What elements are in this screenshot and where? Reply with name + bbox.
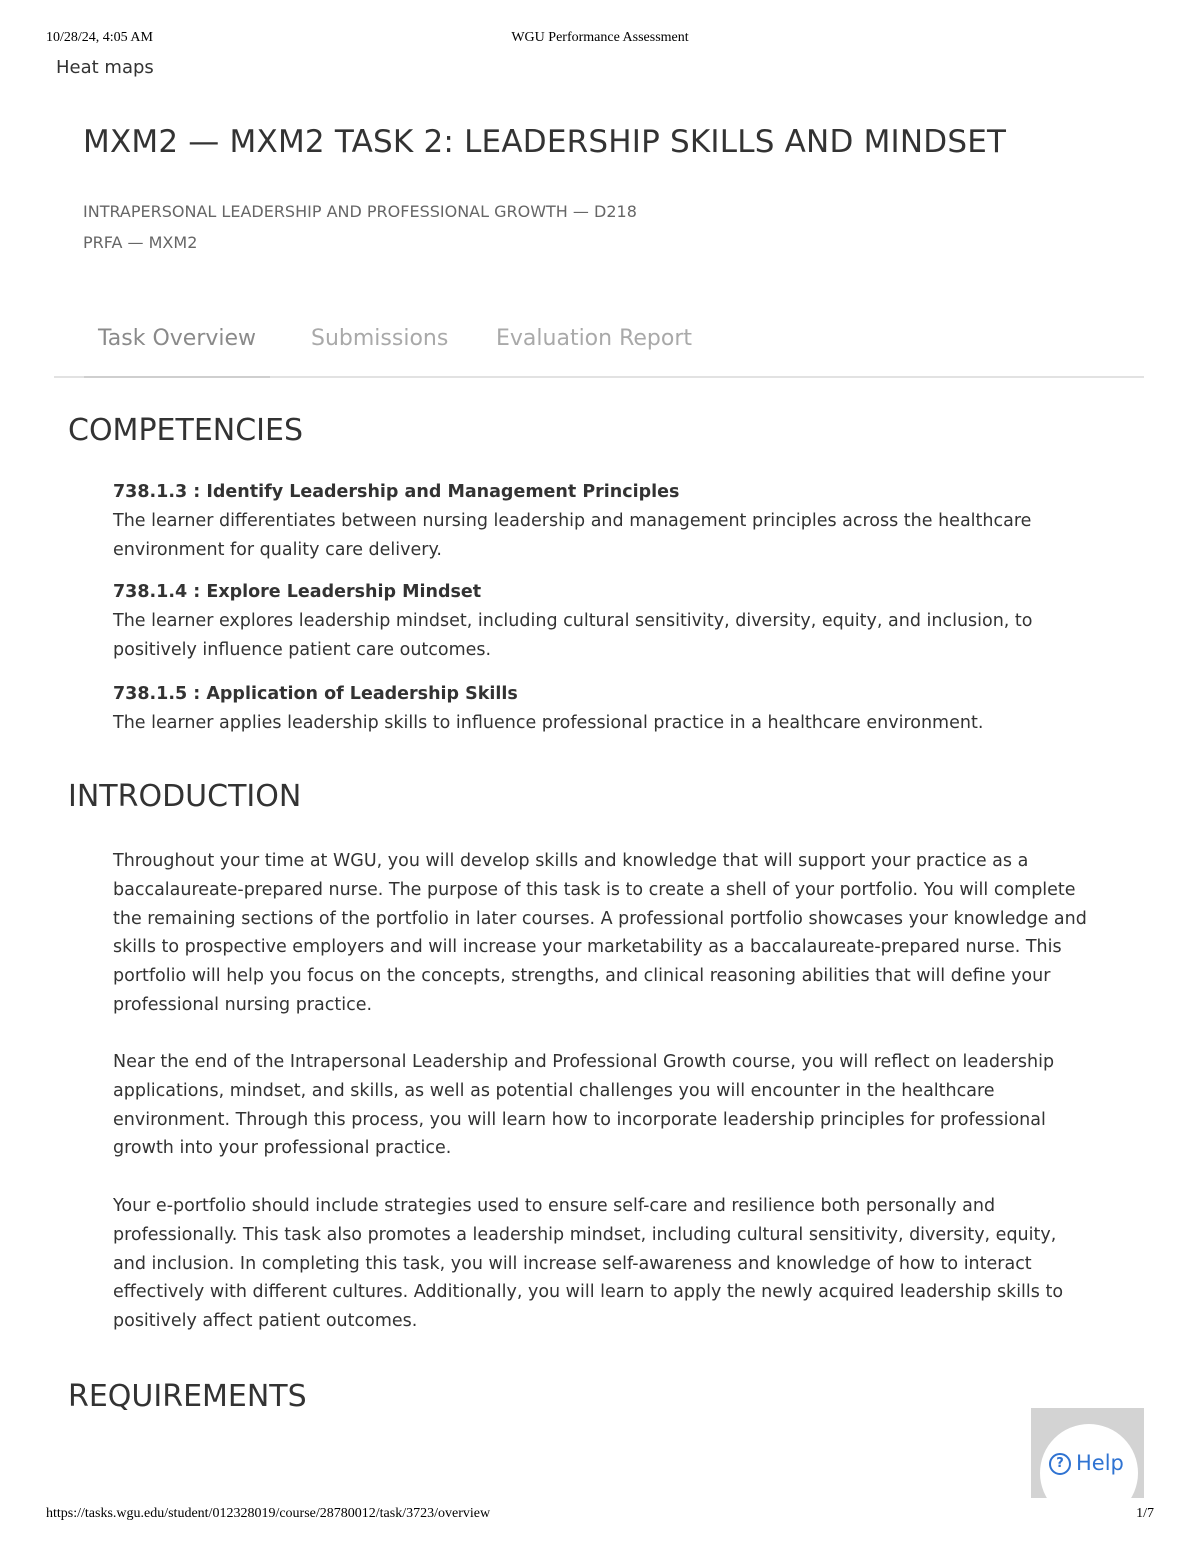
- print-datetime: 10/28/24, 4:05 AM: [46, 30, 153, 45]
- question-circle-icon: ?: [1049, 1453, 1071, 1475]
- breadcrumb-heat-maps[interactable]: Heat maps: [56, 57, 154, 78]
- competency-title: 738.1.4 : Explore Leadership Mindset: [113, 582, 482, 602]
- course-code: PRFA — MXM2: [83, 233, 198, 252]
- help-label: Help: [1076, 1451, 1124, 1475]
- competency-description: The learner differentiates between nursing leadership and management principles across the healthcare environment for quality care delivery.: [113, 511, 1032, 560]
- competency-description: The learner applies leadership skills to influence professional practice in a healthcare environment.: [113, 713, 984, 733]
- tab-task-overview[interactable]: Task Overview: [98, 326, 257, 351]
- tab-submissions[interactable]: Submissions: [311, 326, 449, 351]
- task-tabs: [54, 318, 1144, 378]
- print-page-number: 1/7: [1136, 1506, 1154, 1521]
- requirements-heading: REQUIREMENTS: [68, 1379, 307, 1414]
- active-tab-indicator: [84, 376, 270, 378]
- tab-evaluation-report[interactable]: Evaluation Report: [496, 326, 693, 351]
- competency-item: [113, 478, 1093, 565]
- print-url: https://tasks.wgu.edu/student/012328019/course/28780012/task/3723/overview: [46, 1506, 491, 1521]
- competencies-heading: COMPETENCIES: [68, 413, 304, 448]
- competency-title: 738.1.3 : Identify Leadership and Management Principles: [113, 482, 680, 502]
- introduction-heading: INTRODUCTION: [68, 779, 302, 814]
- introduction-paragraph: Near the end of the Intrapersonal Leadership and Professional Growth course, you will reflect on leadership applications, mindset, and skills, as well as potential challenges you will encounter in the healthcare environment. Through this process, you will learn how to incorporate leadership principles for professional growth into your professional practice.: [113, 1052, 1055, 1159]
- competency-description: The learner explores leadership mindset, including cultural sensitivity, diversity, equity, and inclusion, to positively influence patient care outcomes.: [113, 611, 1033, 660]
- course-name: INTRAPERSONAL LEADERSHIP AND PROFESSIONAL GROWTH — D218: [83, 202, 637, 221]
- print-header: [46, 30, 1154, 50]
- introduction-paragraph: Throughout your time at WGU, you will develop skills and knowledge that will support your practice as a baccalaureate-prepared nurse. The purpose of this task is to create a shell of your portfolio. You will complete the remaining sections of the portfolio in later courses. A professional portfolio showcases your knowledge and skills to prospective employers and will increase your marketability as a baccalaureate-prepared nurse. This portfolio will help you focus on the concepts, strengths, and clinical reasoning abilities that will define your professional nursing practice.: [113, 851, 1087, 1015]
- introduction-paragraph: Your e-portfolio should include strategies used to ensure self-care and resilience both personally and professionally. This task also promotes a leadership mindset, including cultural sensitivity, diversity, equity, and inclusion. In completing this task, you will increase self-awareness and knowledge of how to interact effectively with different cultures. Additionally, you will learn to apply the newly acquired leadership skills to positively affect patient outcomes.: [113, 1196, 1064, 1332]
- competency-title: 738.1.5 : Application of Leadership Skills: [113, 684, 518, 704]
- competency-item: [113, 578, 1093, 665]
- competency-item: [113, 680, 1093, 738]
- print-page-title: WGU Performance Assessment: [511, 30, 689, 45]
- page-title: MXM2 — MXM2 TASK 2: LEADERSHIP SKILLS AND MINDSET: [83, 124, 1007, 160]
- help-widget: [1031, 1408, 1144, 1498]
- print-footer: [46, 1506, 1154, 1526]
